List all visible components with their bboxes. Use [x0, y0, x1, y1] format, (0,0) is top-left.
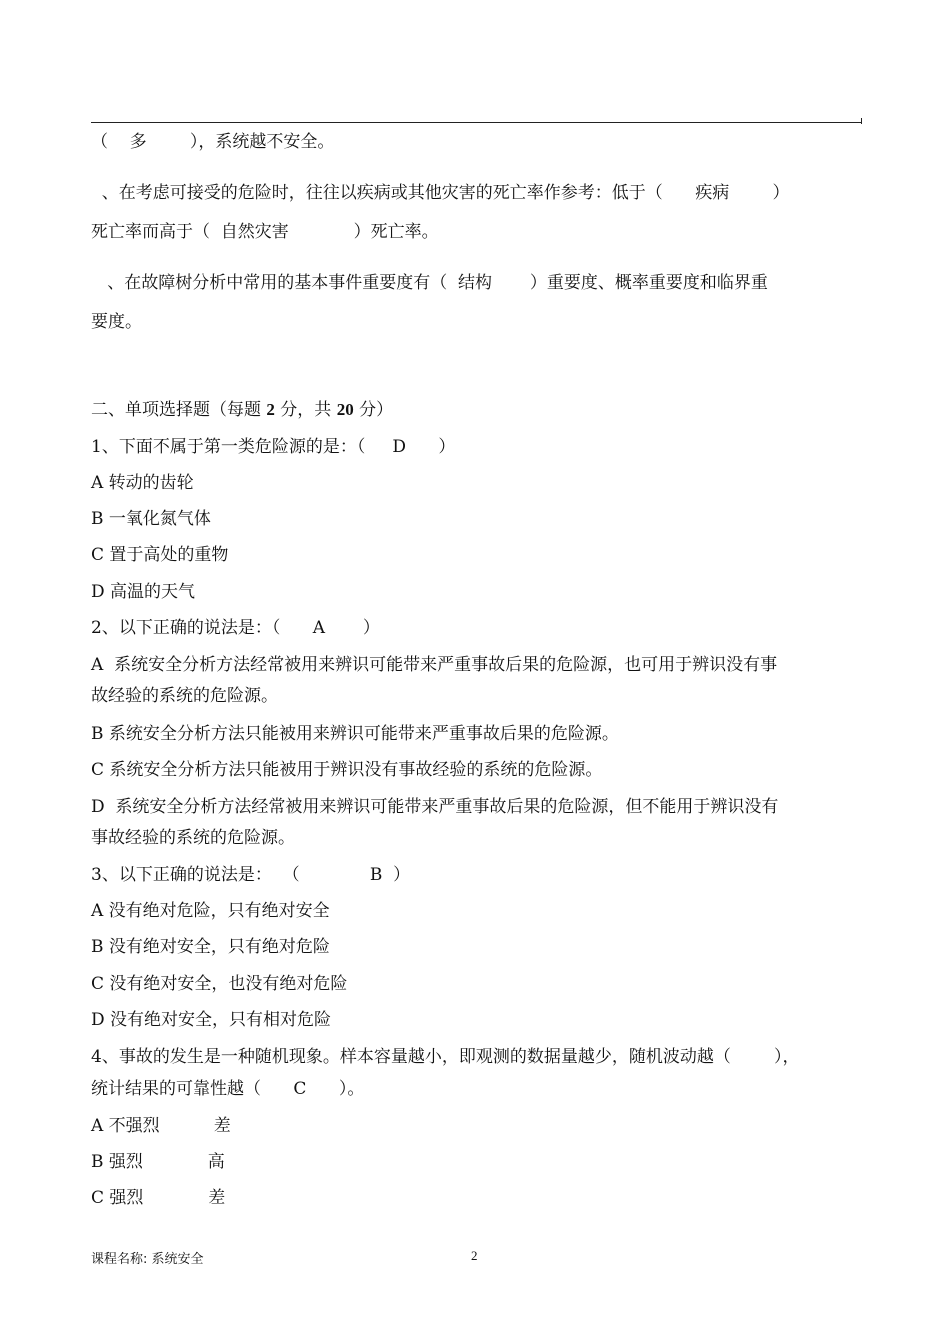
q2-option-a-line2: 故经验的系统的危险源。 [91, 686, 278, 706]
q2-option-d-line1: D 系统安全分析方法经常被用来辨识可能带来严重事故后果的危险源，但不能用于辨识没有 [91, 797, 779, 817]
header-rule-tick [861, 118, 862, 124]
section-heading-c: 分） [353, 400, 394, 420]
q1-option-c: C 置于高处的重物 [91, 545, 229, 565]
q4-stem-line1: 4、事故的发生是一种随机现象。样本容量越小，即观测的数据量越少，随机波动越（ ）， [91, 1047, 800, 1067]
q1-option-a: A 转动的齿轮 [91, 473, 194, 493]
q1-stem: 1、下面不属于第一类危险源的是：（ D ） [91, 437, 456, 457]
q2-option-d-line2: 事故经验的系统的危险源。 [91, 828, 295, 848]
q4-option-a: A 不强烈 差 [91, 1116, 231, 1136]
q1-option-b: B 一氧化氮气体 [91, 509, 211, 529]
blank-line-4: 、在故障树分析中常用的基本事件重要度有（ 结构 ）重要度、概率重要度和临界重 [91, 273, 768, 293]
section-heading [91, 399, 393, 421]
total-points: 20 [336, 400, 354, 419]
q3-option-c: C 没有绝对安全，也没有绝对危险 [91, 974, 348, 994]
section-heading-a: 二、单项选择题（每题 [91, 400, 267, 420]
q2-option-a-line1: A 系统安全分析方法经常被用来辨识可能带来严重事故后果的危险源，也可用于辨识没有事 [91, 655, 778, 675]
footer-page-number: 2 [471, 1248, 478, 1263]
blank-line-2: 、在考虑可接受的危险时，往往以疾病或其他灾害的死亡率作参考：低于（ 疾病 ） [91, 183, 790, 203]
q2-option-c: C 系统安全分析方法只能被用于辨识没有事故经验的系统的危险源。 [91, 760, 603, 780]
q3-option-a: A 没有绝对危险，只有绝对安全 [91, 901, 330, 921]
q3-option-d: D 没有绝对安全，只有相对危险 [91, 1010, 332, 1030]
blank-line-5: 要度。 [91, 312, 142, 332]
q3-stem: 3、以下正确的说法是： （ B ） [91, 865, 411, 885]
q3-option-b: B 没有绝对安全，只有绝对危险 [91, 937, 330, 957]
section-heading-b: 分，共 [274, 400, 337, 420]
blank-line-3: 死亡率而高于（ 自然灾害 ）死亡率。 [91, 222, 439, 242]
blank-line-1: （ 多 ），系统越不安全。 [91, 132, 335, 152]
q2-option-b: B 系统安全分析方法只能被用来辨识可能带来严重事故后果的危险源。 [91, 724, 619, 744]
points-per-question: 2 [266, 400, 275, 419]
q4-stem-line2: 统计结果的可靠性越（ C ）。 [91, 1079, 365, 1099]
q4-option-c: C 强烈 差 [91, 1188, 226, 1208]
q2-stem: 2、以下正确的说法是：（ A ） [91, 618, 380, 638]
footer-course-name: 课程名称: 系统安全 [91, 1252, 204, 1267]
header-rule [91, 122, 862, 123]
q1-option-d: D 高温的天气 [91, 582, 196, 602]
q4-option-b: B 强烈 高 [91, 1152, 225, 1172]
